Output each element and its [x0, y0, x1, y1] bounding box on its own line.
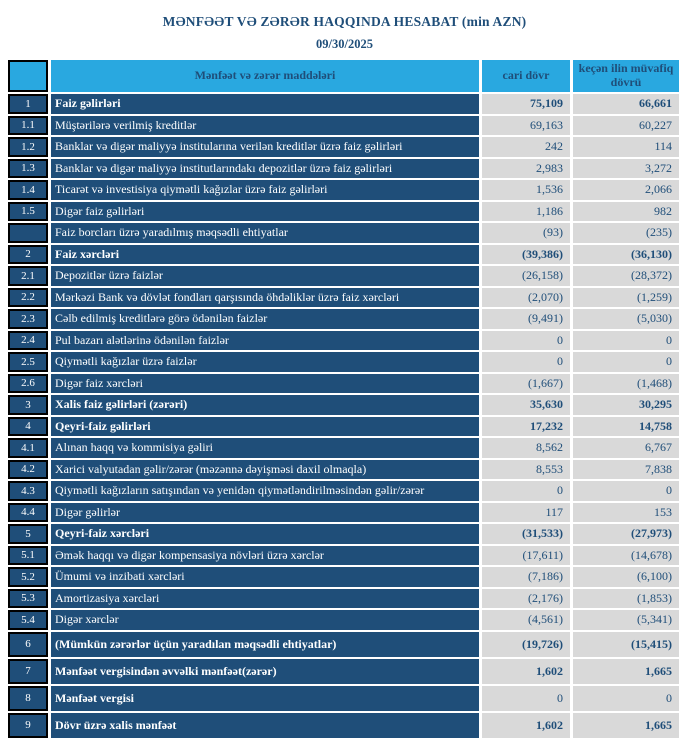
row-previous-value: (1,468): [573, 374, 679, 394]
row-number: 1.3: [8, 159, 48, 179]
row-number: 2.4: [8, 331, 48, 351]
row-previous-value: (28,372): [573, 266, 679, 286]
column-header-number: [8, 60, 48, 92]
row-current-value: (17,611): [482, 546, 570, 566]
row-previous-value: 982: [573, 202, 679, 222]
row-current-value: 1,186: [482, 202, 570, 222]
row-previous-value: (1,259): [573, 288, 679, 308]
table-row: [8, 524, 679, 544]
row-current-value: (93): [482, 223, 570, 243]
row-number: 9: [8, 713, 48, 738]
row-current-value: 0: [482, 331, 570, 351]
row-previous-value: (5,341): [573, 610, 679, 630]
row-previous-value: (6,100): [573, 567, 679, 587]
table-row: [8, 266, 679, 286]
row-number: 1.1: [8, 116, 48, 136]
table-row: [8, 546, 679, 566]
table-row: [8, 460, 679, 480]
row-label: Depozitlər üzrə faizlər: [51, 266, 479, 286]
row-label: Faiz xərcləri: [51, 245, 479, 265]
row-number: 2.1: [8, 266, 48, 286]
row-previous-value: 1,665: [573, 713, 679, 738]
row-number: 5: [8, 524, 48, 544]
row-previous-value: 3,272: [573, 159, 679, 179]
row-label: Müştərilərə verilmiş kreditlər: [51, 116, 479, 136]
row-label: Qiymətli kağızlar üzrə faizlər: [51, 352, 479, 372]
row-number: 5.4: [8, 610, 48, 630]
row-number: 4.1: [8, 438, 48, 458]
report-title: MƏNFƏƏT VƏ ZƏRƏR HAQQINDA HESABAT (min AZN): [162, 14, 527, 29]
row-number: 8: [8, 686, 48, 711]
table-row: [8, 331, 679, 351]
row-previous-value: (27,973): [573, 524, 679, 544]
row-label: Digər gəlirlər: [51, 503, 479, 523]
row-label: Banklar və digər maliyyə institularına verilən kreditlər üzrə faiz gəlirləri: [51, 137, 479, 157]
row-previous-value: (36,130): [573, 245, 679, 265]
row-number: 5.2: [8, 567, 48, 587]
row-previous-value: 0: [573, 352, 679, 372]
pnl-table: [5, 58, 682, 740]
row-label: Ticarət və investisiya qiymətli kağızlar üzrə faiz gəlirləri: [51, 180, 479, 200]
table-row: [8, 159, 679, 179]
row-number: 5.3: [8, 589, 48, 609]
table-row: [8, 610, 679, 630]
row-current-value: (1,667): [482, 374, 570, 394]
table-row: [8, 309, 679, 329]
table-row: [8, 589, 679, 609]
row-label: Ümumi və inzibati xərcləri: [51, 567, 479, 587]
row-previous-value: (235): [573, 223, 679, 243]
table-row: [8, 713, 679, 738]
row-current-value: (4,561): [482, 610, 570, 630]
row-number: 2.3: [8, 309, 48, 329]
row-label: Digər faiz xərcləri: [51, 374, 479, 394]
row-current-value: (19,726): [482, 632, 570, 657]
row-current-value: (9,491): [482, 309, 570, 329]
row-current-value: 69,163: [482, 116, 570, 136]
table-row: [8, 632, 679, 657]
row-number: 1: [8, 94, 48, 114]
row-current-value: (39,386): [482, 245, 570, 265]
row-number: 1.4: [8, 180, 48, 200]
row-previous-value: 14,758: [573, 417, 679, 437]
row-previous-value: 60,227: [573, 116, 679, 136]
row-number: 3: [8, 395, 48, 415]
row-previous-value: 2,066: [573, 180, 679, 200]
table-row: [8, 116, 679, 136]
table-row: [8, 180, 679, 200]
row-number: 1.2: [8, 137, 48, 157]
table-row: [8, 288, 679, 308]
row-current-value: 0: [482, 481, 570, 501]
row-previous-value: 66,661: [573, 94, 679, 114]
row-current-value: 1,536: [482, 180, 570, 200]
row-label: Cəlb edilmiş kreditlərə görə ödənilən faizlər: [51, 309, 479, 329]
table-header-row: [8, 60, 679, 92]
row-label: Qeyri-faiz xərcləri: [51, 524, 479, 544]
row-current-value: 8,562: [482, 438, 570, 458]
row-current-value: (2,070): [482, 288, 570, 308]
table-row: [8, 481, 679, 501]
table-row: [8, 202, 679, 222]
row-current-value: 242: [482, 137, 570, 157]
row-number: 1.5: [8, 202, 48, 222]
row-number: 4.4: [8, 503, 48, 523]
row-label: Amortizasiya xərcləri: [51, 589, 479, 609]
table-row: [8, 438, 679, 458]
row-current-value: 75,109: [482, 94, 570, 114]
row-current-value: 35,630: [482, 395, 570, 415]
row-label: Qiymətli kağızların satışından və yenidən qiymətləndirilməsindən gəlir/zərər: [51, 481, 479, 501]
table-row: [8, 352, 679, 372]
table-row: [8, 137, 679, 157]
row-label: (Mümkün zərərlər üçün yaradılan məqsədli ehtiyatlar): [51, 632, 479, 657]
row-number: 4.3: [8, 481, 48, 501]
row-label: Pul bazarı alətlərinə ödənilən faizlər: [51, 331, 479, 351]
row-label: Faiz borcları üzrə yaradılmış məqsədli ehtiyatlar: [51, 223, 479, 243]
row-previous-value: (14,678): [573, 546, 679, 566]
table-row: [8, 417, 679, 437]
row-previous-value: 0: [573, 331, 679, 351]
row-previous-value: 0: [573, 481, 679, 501]
row-previous-value: (5,030): [573, 309, 679, 329]
row-current-value: (26,158): [482, 266, 570, 286]
row-label: Əmək haqqı və digər kompensasiya növləri üzrə xərclər: [51, 546, 479, 566]
table-row: [8, 395, 679, 415]
row-label: Xalis faiz gəlirləri (zərəri): [51, 395, 479, 415]
table-row: [8, 245, 679, 265]
column-header-previous-period: keçən ilin müvafiq dövrü: [573, 60, 679, 92]
table-row: [8, 223, 679, 243]
column-header-items: Mənfəət və zərər maddələri: [51, 60, 479, 92]
row-label: Qeyri-faiz gəlirləri: [51, 417, 479, 437]
row-previous-value: 30,295: [573, 395, 679, 415]
row-current-value: 117: [482, 503, 570, 523]
row-label: Xarici valyutadan gəlir/zərər (məzənnə dəyişməsi daxil olmaqla): [51, 460, 479, 480]
row-label: Alınan haqq və kommisiya gəliri: [51, 438, 479, 458]
report-date: 09/30/2025: [316, 37, 373, 51]
row-label: Digər faiz gəlirləri: [51, 202, 479, 222]
row-current-value: 2,983: [482, 159, 570, 179]
row-previous-value: 6,767: [573, 438, 679, 458]
row-label: Faiz gəlirləri: [51, 94, 479, 114]
row-previous-value: 114: [573, 137, 679, 157]
row-previous-value: 1,665: [573, 659, 679, 684]
table-row: [8, 567, 679, 587]
table-row: [8, 94, 679, 114]
row-number: 4: [8, 417, 48, 437]
row-previous-value: 0: [573, 686, 679, 711]
row-current-value: 0: [482, 686, 570, 711]
row-label: Mənfəət vergisi: [51, 686, 479, 711]
row-label: Dövr üzrə xalis mənfəət: [51, 713, 479, 738]
row-current-value: (2,176): [482, 589, 570, 609]
row-previous-value: 7,838: [573, 460, 679, 480]
column-header-current-period: cari dövr: [482, 60, 570, 92]
row-previous-value: (15,415): [573, 632, 679, 657]
table-row: [8, 374, 679, 394]
row-number: [8, 223, 48, 243]
row-current-value: 8,553: [482, 460, 570, 480]
row-number: 5.1: [8, 546, 48, 566]
row-number: 2.2: [8, 288, 48, 308]
row-previous-value: (1,853): [573, 589, 679, 609]
row-number: 2: [8, 245, 48, 265]
row-current-value: 0: [482, 352, 570, 372]
row-label: Mənfəət vergisindən əvvəlki mənfəət(zərər): [51, 659, 479, 684]
row-number: 2.5: [8, 352, 48, 372]
row-label: Banklar və digər maliyyə institutlarındakı depozitlər üzrə faiz gəlirləri: [51, 159, 479, 179]
row-current-value: 17,232: [482, 417, 570, 437]
row-number: 6: [8, 632, 48, 657]
row-current-value: (7,186): [482, 567, 570, 587]
table-row: [8, 659, 679, 684]
table-row: [8, 686, 679, 711]
row-current-value: 1,602: [482, 659, 570, 684]
row-current-value: 1,602: [482, 713, 570, 738]
row-number: 2.6: [8, 374, 48, 394]
row-label: Digər xərclər: [51, 610, 479, 630]
row-number: 4.2: [8, 460, 48, 480]
table-row: [8, 503, 679, 523]
row-current-value: (31,533): [482, 524, 570, 544]
table-body: [8, 94, 679, 738]
row-number: 7: [8, 659, 48, 684]
row-previous-value: 153: [573, 503, 679, 523]
row-label: Mərkəzi Bank və dövlət fondları qarşısında öhdəliklər üzrə faiz xərcləri: [51, 288, 479, 308]
